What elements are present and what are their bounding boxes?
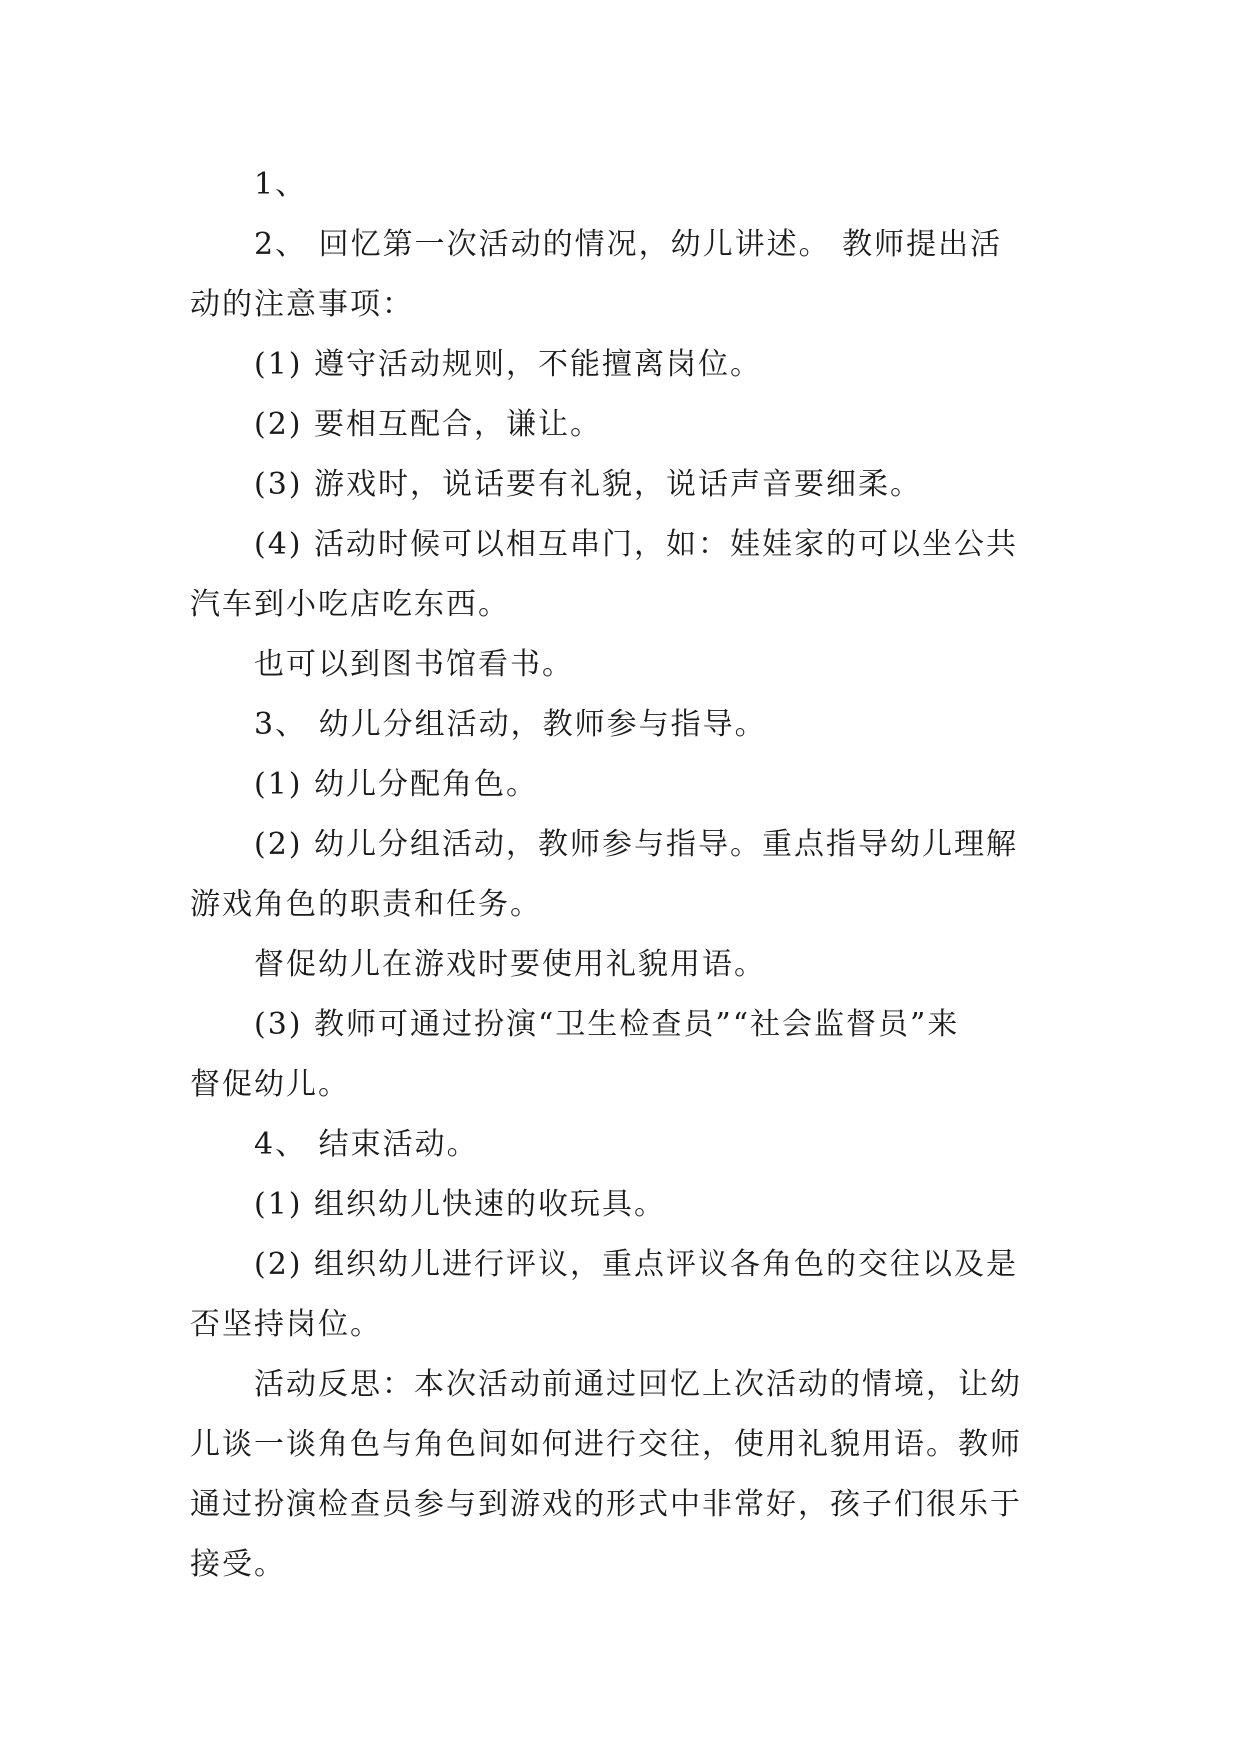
paragraph-step-2-item-2	[190, 395, 1050, 455]
text-line: 通过扮演检查员参与到游戏的形式中非常好，孩子们很乐于	[190, 1487, 1022, 1522]
text-line: 1、	[254, 167, 308, 202]
text-line: 游戏角色的职责和任务。	[190, 887, 542, 922]
paragraph-polite-language	[190, 935, 1050, 995]
text-line: (2) 要相互配合，谦让。	[254, 407, 603, 442]
text-line: 4、 结束活动。	[254, 1127, 479, 1162]
text-line: 接受。	[190, 1547, 286, 1582]
paragraph-reflection	[190, 1355, 1050, 1595]
text-line: 活动反思：本次活动前通过回忆上次活动的情境，让幼	[254, 1367, 1022, 1402]
text-line: 否坚持岗位。	[190, 1307, 382, 1342]
text-line: (4) 活动时候可以相互串门，如：娃娃家的可以坐公共	[254, 527, 1019, 562]
paragraph-library-note	[190, 635, 1050, 695]
text-line: 3、 幼儿分组活动，教师参与指导。	[254, 707, 767, 742]
text-line: 也可以到图书馆看书。	[254, 647, 574, 682]
text-line: (1) 组织幼儿快速的收玩具。	[254, 1187, 667, 1222]
paragraph-step-3-item-2	[190, 815, 1050, 935]
paragraph-step-2-item-4	[190, 515, 1050, 635]
text-line: (1) 幼儿分配角色。	[254, 767, 539, 802]
text-line: 汽车到小吃店吃东西。	[190, 587, 510, 622]
text-line: 督促幼儿在游戏时要使用礼貌用语。	[254, 947, 766, 982]
paragraph-step-3	[190, 695, 1050, 755]
text-line: 督促幼儿。	[190, 1067, 350, 1102]
paragraph-step-3-item-3	[190, 995, 1050, 1115]
paragraph-step-3-item-1	[190, 755, 1050, 815]
document-body	[190, 155, 1050, 1595]
paragraph-step-4	[190, 1115, 1050, 1175]
text-line: (3) 游戏时，说话要有礼貌，说话声音要细柔。	[254, 467, 923, 502]
paragraph-step-1	[190, 155, 1050, 215]
text-line: (2) 幼儿分组活动，教师参与指导。重点指导幼儿理解	[254, 827, 1019, 862]
text-line: (3) 教师可通过扮演“卫生检查员”“社会监督员”来	[254, 1007, 960, 1042]
text-line: 儿谈一谈角色与角色间如何进行交往，使用礼貌用语。教师	[190, 1427, 1022, 1462]
text-line: 2、 回忆第一次活动的情况，幼儿讲述。 教师提出活	[254, 227, 1003, 262]
paragraph-step-4-item-2	[190, 1235, 1050, 1355]
paragraph-step-2-item-1	[190, 335, 1050, 395]
paragraph-step-2-item-3	[190, 455, 1050, 515]
text-line: (1) 遵守活动规则，不能擅离岗位。	[254, 347, 763, 382]
paragraph-step-4-item-1	[190, 1175, 1050, 1235]
text-line: (2) 组织幼儿进行评议，重点评议各角色的交往以及是	[254, 1247, 1019, 1282]
paragraph-step-2	[190, 215, 1050, 335]
text-line: 动的注意事项：	[190, 287, 414, 322]
